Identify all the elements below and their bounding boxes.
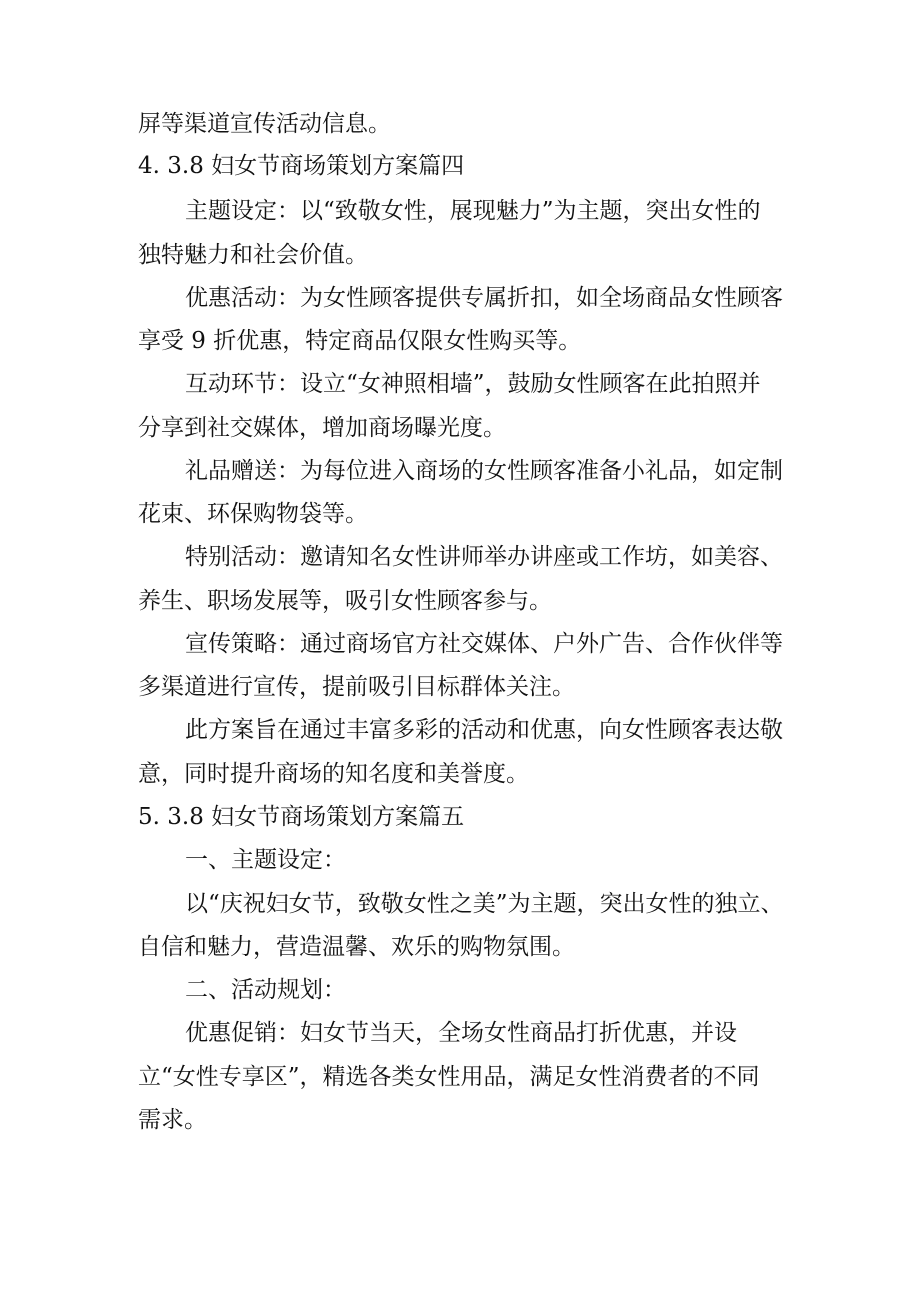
paragraph-line: 优惠促销：妇女节当天，全场女性商品打折优惠，并设 [185,1020,737,1046]
paragraph-line: 分享到社交媒体，增加商场曝光度。 [138,415,506,441]
paragraph-line: 立“女性专享区”，精选各类女性用品，满足女性消费者的不同 [138,1064,760,1090]
paragraph-line: 主题设定：以“致敬女性，展现魅力”为主题，突出女性的 [185,198,761,224]
paragraph-line: 屏等渠道宣传活动信息。 [138,111,391,137]
paragraph-line: 多渠道进行宣传，提前吸引目标群体关注。 [138,674,575,700]
subheading-line: 二、活动规划： [185,977,346,1003]
paragraph-line: 自信和魅力，营造温馨、欢乐的购物氛围。 [138,934,575,960]
paragraph-line: 以“庆祝妇女节，致敬女性之美”为主题，突出女性的独立、 [185,891,784,917]
paragraph-line: 互动环节：设立“女神照相墙”，鼓励女性顾客在此拍照并 [185,371,761,397]
subheading-line: 一、主题设定： [185,847,346,873]
paragraph-line: 养生、职场发展等，吸引女性顾客参与。 [138,588,552,614]
paragraph-line: 享受 9 折优惠，特定商品仅限女性购买等。 [138,328,582,354]
section-heading-4: 4. 3.8 妇女节商场策划方案篇四 [138,153,465,179]
paragraph-line: 此方案旨在通过丰富多彩的活动和优惠，向女性顾客表达敬 [185,717,783,743]
paragraph-line: 特别活动：邀请知名女性讲师举办讲座或工作坊，如美容、 [185,544,783,570]
paragraph-line: 需求。 [138,1107,207,1133]
section-heading-5: 5. 3.8 妇女节商场策划方案篇五 [138,804,465,830]
paragraph-line: 宣传策略：通过商场官方社交媒体、户外广告、合作伙伴等 [185,631,783,657]
paragraph-line: 花束、环保购物袋等。 [138,501,368,527]
paragraph-line: 意，同时提升商场的知名度和美誉度。 [138,761,529,787]
paragraph-line: 独特魅力和社会价值。 [138,242,368,268]
paragraph-line: 优惠活动：为女性顾客提供专属折扣，如全场商品女性顾客 [185,285,783,311]
paragraph-line: 礼品赠送：为每位进入商场的女性顾客准备小礼品，如定制 [185,458,783,484]
